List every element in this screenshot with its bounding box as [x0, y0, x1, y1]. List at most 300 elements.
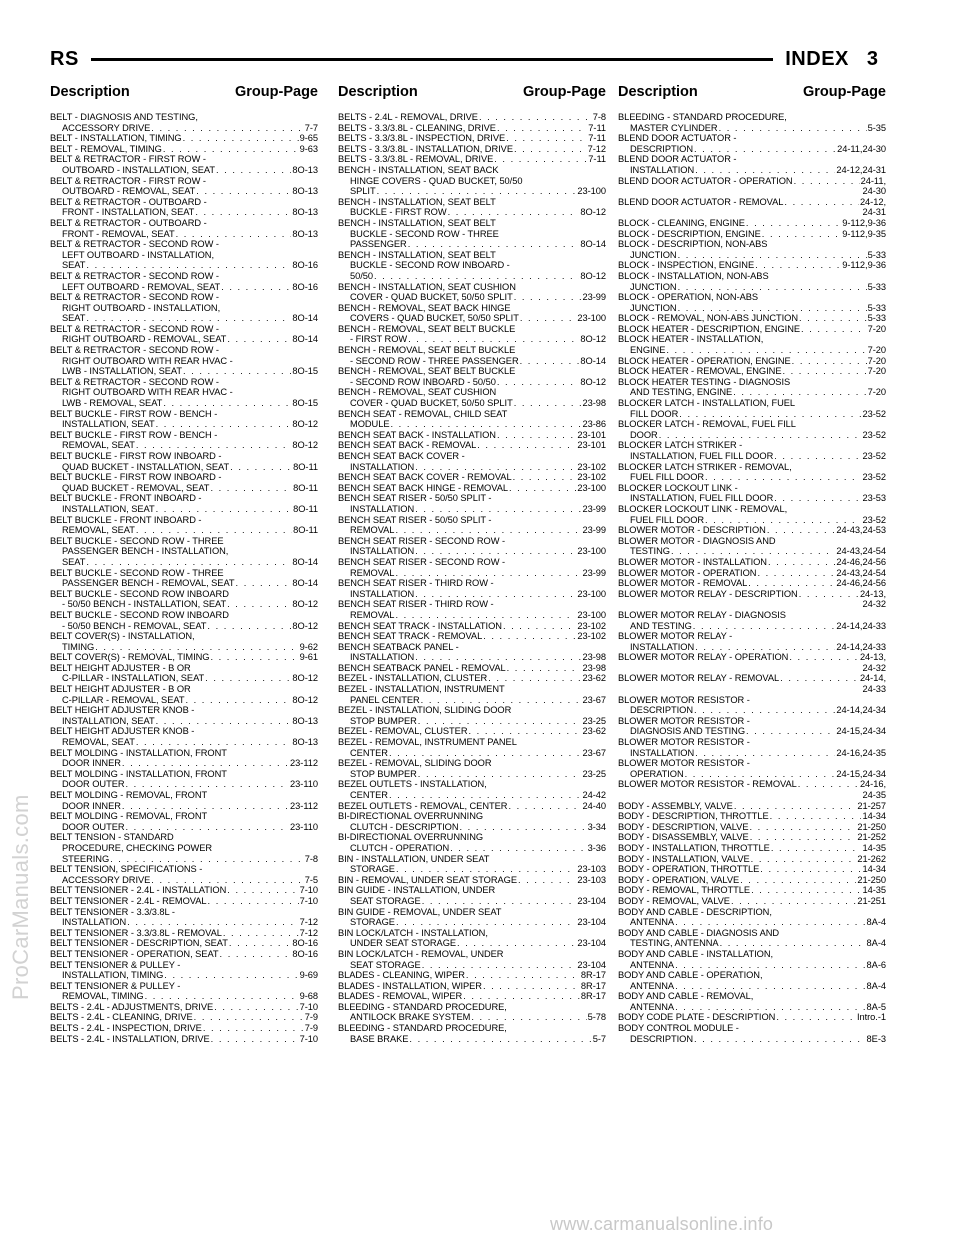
entry-continuation: [50, 250, 318, 261]
entry-text: BELT BUCKLE - SECOND ROW - THREE: [50, 567, 224, 578]
entry-line: [50, 1012, 318, 1023]
dot-leader: [156, 504, 292, 515]
dot-leader: [471, 1012, 586, 1023]
entry-text: BELT TENSIONER - 2.4L - INSTALLATION: [50, 885, 227, 896]
entry-line: [618, 631, 886, 642]
entry-text: MASTER CYLINDER: [630, 122, 718, 133]
entry-line: [618, 568, 886, 579]
entry-text: BENCH - REMOVAL, SEAT BELT BUCKLE: [338, 345, 516, 356]
dot-leader: [509, 483, 576, 494]
index-entry: [338, 197, 606, 218]
dot-leader: [395, 525, 581, 536]
dot-leader: [514, 144, 587, 155]
entry-continuation: [50, 801, 318, 812]
index-entry: [50, 536, 318, 568]
dot-leader: [415, 462, 576, 473]
entry-text: INSTALLATION: [350, 588, 415, 599]
index-entry: [50, 769, 318, 790]
entry-text: BLOCK HEATER - REMOVAL, ENGINE: [618, 366, 782, 377]
dot-leader: [518, 875, 576, 886]
index-entry: [338, 737, 606, 758]
index-entry: [50, 631, 318, 652]
index-entry: [618, 1012, 886, 1023]
entry-text: BENCH SEAT RISER - 50/50 SPLIT -: [338, 493, 492, 504]
index-entry: [618, 779, 886, 800]
group-page: 21-257: [857, 800, 886, 811]
entry-continuation: [50, 843, 318, 854]
group-page: 23-103: [577, 864, 606, 875]
entry-text: BLOCKER LATCH - REMOVAL, FUEL FILL: [618, 419, 796, 430]
entry-continuation: [50, 642, 318, 653]
entry-continuation: [338, 568, 606, 579]
entry-text: BENCH SEATBACK PANEL -: [338, 641, 459, 652]
dot-leader: [196, 186, 291, 197]
dot-leader: [389, 748, 582, 759]
index-entry: [618, 239, 886, 260]
entry-continuation: [618, 303, 886, 314]
group-page: 23-100: [577, 482, 606, 493]
entry-line: [618, 758, 886, 769]
index-entry: [338, 324, 606, 345]
group-page: 21-252: [857, 832, 886, 843]
entry-continuation: [618, 960, 886, 971]
group-page: 7-20: [867, 323, 886, 334]
index-entry: [338, 907, 606, 928]
entry-text: BELT TENSIONER - 2.4L - REMOVAL: [50, 895, 207, 906]
entry-line: [50, 154, 318, 165]
dot-leader: [666, 345, 866, 356]
group-page: 23-104: [577, 895, 606, 906]
dot-leader: [176, 229, 292, 240]
dot-leader: [396, 917, 576, 928]
index-entry: [618, 578, 886, 589]
group-page: 7-11: [588, 133, 606, 144]
index-entry: [50, 811, 318, 832]
entry-line: [338, 801, 606, 812]
entry-text: RIGHT OUTBOARD - INSTALLATION,: [62, 302, 221, 313]
dot-leader: [415, 589, 576, 600]
entry-text: RIGHT OUTBOARD WITH REAR HVAC -: [62, 355, 233, 366]
index-entry: [618, 970, 886, 991]
dot-leader: [86, 557, 291, 568]
index-entry: [50, 907, 318, 928]
index-entry: [50, 345, 318, 377]
entry-line: [338, 197, 606, 208]
entry-line: [50, 769, 318, 780]
group-page: 23-100: [577, 609, 606, 620]
entry-line: [618, 673, 886, 684]
entry-text: BELTS - 3.3/3.8L - REMOVAL, DRIVE: [338, 154, 494, 165]
entry-line: [50, 1023, 318, 1034]
entry-line: [50, 896, 318, 907]
entry-continuation: [50, 440, 318, 451]
dot-leader: [229, 938, 292, 949]
entry-line: [618, 843, 886, 854]
entry-continuation: [618, 599, 886, 610]
entry-text: BIN LOCK/LATCH - INSTALLATION,: [338, 927, 488, 938]
index-entry: [338, 928, 606, 949]
index-entry: [338, 811, 606, 832]
entry-text: FUEL FILL DOOR: [630, 472, 705, 483]
index-entry: [618, 896, 886, 907]
entry-text: BELTS - 2.4L - REMOVAL, DRIVE: [338, 112, 478, 122]
index-entry: [338, 578, 606, 599]
group-page: 23-52: [862, 429, 886, 440]
index-columns: [0, 112, 960, 1232]
group-page: 8O-12: [292, 620, 318, 631]
group-page: 8O-13: [292, 228, 318, 239]
group-page: 8O-13: [292, 207, 318, 218]
dot-leader: [463, 991, 580, 1002]
entry-text: INSTALLATION: [62, 917, 127, 928]
entry-text: BELT TENSIONER - OPERATION, SEAT: [50, 948, 219, 959]
entry-line: [50, 748, 318, 759]
entry-line: [618, 504, 886, 515]
dot-leader: [185, 695, 291, 706]
dot-leader: [748, 578, 835, 589]
dot-leader: [675, 960, 865, 971]
entry-text: BLOCKER LATCH - INSTALLATION, FUEL: [618, 398, 796, 409]
index-entry: [338, 673, 606, 684]
entry-continuation: [618, 981, 886, 992]
index-entry: [50, 726, 318, 747]
entry-text: SEAT: [62, 313, 86, 324]
dot-leader: [799, 313, 867, 324]
dot-leader: [227, 334, 291, 345]
entry-text: BELT MOLDING - REMOVAL, FRONT: [50, 811, 208, 822]
entry-line: [50, 218, 318, 229]
entry-line: [338, 451, 606, 462]
dot-leader: [208, 896, 299, 907]
entry-text: COVER - QUAD BUCKET, 50/50 SPLIT: [350, 292, 513, 303]
entry-text: BENCH SEAT BACK - REMOVAL: [338, 440, 477, 451]
entry-line: [338, 366, 606, 377]
dot-leader: [671, 546, 835, 557]
entry-text: FRONT - REMOVAL, SEAT: [62, 228, 175, 239]
entry-text: CENTER: [350, 747, 388, 758]
group-page: 5-33: [867, 281, 886, 292]
group-page: 23-100: [577, 313, 606, 324]
entry-continuation: [50, 186, 318, 197]
entry-text: BODY - REMOVAL, VALVE: [618, 895, 730, 906]
entry-text: BENCH SEAT TRACK - INSTALLATION: [338, 620, 502, 631]
entry-text: COVER - QUAD BUCKET, 50/50 SPLIT: [350, 398, 513, 409]
dot-leader: [678, 282, 867, 293]
dot-leader: [460, 822, 587, 833]
entry-text: INSTALLATION, FUEL FILL DOOR: [630, 451, 774, 461]
entry-line: [618, 801, 886, 812]
entry-text: BEZEL - REMOVAL, CLUSTER: [338, 726, 468, 737]
entry-continuation: [50, 875, 318, 886]
entry-text: BENCH SEAT BACK - INSTALLATION: [338, 429, 496, 440]
entry-continuation: [618, 250, 886, 261]
entry-line: [50, 832, 318, 843]
column-heading-3: [618, 84, 886, 100]
entry-text: BLEND DOOR ACTUATOR - REMOVAL: [618, 196, 784, 207]
group-page: 8E-3: [866, 1033, 886, 1044]
entry-text: BELT & RETRACTOR - SECOND ROW -: [50, 376, 219, 387]
index-entry: [618, 525, 886, 536]
index-entry: [338, 515, 606, 536]
dot-leader: [151, 123, 303, 134]
entry-text: BENCH SEAT TRACK - REMOVAL: [338, 631, 483, 642]
entry-line: [50, 726, 318, 737]
entry-line: [618, 197, 886, 208]
entry-line: [50, 790, 318, 801]
index-entry: [338, 779, 606, 800]
group-page: 23-99: [582, 567, 606, 578]
heading-description: Description: [338, 84, 418, 100]
group-page: 24-12,: [859, 196, 886, 207]
entry-line: [338, 409, 606, 420]
entry-line: [618, 239, 886, 250]
entry-line: [338, 1023, 606, 1034]
entry-line: [50, 938, 318, 949]
index-entry: [618, 218, 886, 229]
entry-text: INSTALLATION, SEAT: [62, 503, 155, 514]
index-entry: [338, 366, 606, 387]
group-page: 23-102: [577, 461, 606, 472]
entry-continuation: [618, 123, 886, 134]
index-entry: [338, 599, 606, 620]
entry-text: BELT & RETRACTOR - SECOND ROW -: [50, 345, 219, 356]
group-page: 23-101: [577, 440, 606, 451]
entry-line: [618, 652, 886, 663]
entry-text: HINGE COVERS - QUAD BUCKET, 50/50: [350, 175, 523, 186]
entry-continuation: [338, 652, 606, 663]
group-page: 8O-12: [580, 207, 606, 218]
dot-leader: [801, 324, 867, 335]
entry-line: [338, 557, 606, 568]
entry-text: BLOCK - INSPECTION, ENGINE: [618, 260, 755, 271]
entry-text: ACCESSORY DRIVE: [62, 122, 151, 133]
group-page: 23-104: [577, 938, 606, 949]
entry-line: [618, 324, 886, 335]
entry-text: BENCH - INSTALLATION, SEAT CUSHION: [338, 281, 516, 292]
dot-leader: [720, 938, 866, 949]
dot-leader: [694, 1034, 866, 1045]
entry-text: BELT BUCKLE - FIRST ROW INBOARD -: [50, 472, 222, 483]
dot-leader: [122, 801, 289, 812]
entry-text: SEAT STORAGE: [350, 895, 421, 906]
entry-line: [618, 854, 886, 865]
index-entry: [50, 451, 318, 472]
group-page: 7-20: [867, 345, 886, 356]
entry-text: DESCRIPTION: [630, 143, 693, 154]
entry-text: BENCH SEAT RISER - 50/50 SPLIT -: [338, 514, 492, 525]
index-entry: [618, 949, 886, 970]
entry-line: [618, 885, 886, 896]
entry-line: [618, 292, 886, 303]
dot-leader: [733, 387, 866, 398]
index-entry: [50, 832, 318, 864]
entry-line: [50, 451, 318, 462]
index-entry: [338, 165, 606, 197]
entry-text: ANTILOCK BRAKE SYSTEM: [350, 1012, 471, 1023]
dot-leader: [448, 207, 580, 218]
index-entry: [338, 451, 606, 472]
dot-leader: [695, 748, 835, 759]
entry-line: [338, 684, 606, 695]
dot-leader: [770, 811, 862, 822]
group-page-continued: 24-32: [862, 662, 886, 673]
entry-continuation: [618, 938, 886, 949]
entry-continuation: [50, 483, 318, 494]
entry-continuation: [50, 917, 318, 928]
dot-leader: [497, 377, 580, 388]
dot-leader: [513, 472, 577, 483]
entry-text: BENCH SEAT RISER - THIRD ROW -: [338, 578, 494, 589]
entry-text: FILL DOOR: [630, 408, 679, 419]
entry-text: BLOCK - OPERATION, NON-ABS: [618, 292, 759, 303]
dot-leader: [675, 1002, 865, 1013]
dot-leader: [86, 313, 291, 324]
entry-text: BLOCK HEATER - DESCRIPTION, ENGINE: [618, 323, 801, 334]
dot-leader: [126, 822, 290, 833]
index-entry: [50, 409, 318, 430]
entry-text: BELT MOLDING - REMOVAL, FRONT: [50, 790, 208, 800]
group-page: 23-103: [577, 874, 606, 885]
entry-text: BLADES - INSTALLATION, WIPER: [338, 980, 482, 991]
entry-text: DOOR: [630, 429, 658, 440]
dot-leader: [780, 673, 859, 684]
index-entry: [50, 430, 318, 451]
dot-leader: [503, 621, 576, 632]
entry-text: - 50/50 BENCH - REMOVAL, SEAT: [62, 620, 207, 631]
heading-group-page: Group-Page: [235, 84, 318, 100]
entry-text: BLOWER MOTOR - REMOVAL: [618, 578, 748, 589]
index-entry: [618, 154, 886, 175]
entry-line: [338, 303, 606, 314]
entry-line: [618, 462, 886, 473]
entry-text: BLOWER MOTOR RESISTOR -: [618, 758, 750, 769]
entry-text: BELT TENSIONER - DESCRIPTION, SEAT: [50, 938, 228, 949]
entry-continuation: [618, 207, 886, 218]
index-entry: [618, 440, 886, 461]
dot-leader: [110, 854, 304, 865]
index-entry: [50, 112, 318, 133]
entry-line: [618, 1012, 886, 1023]
index-entry: [618, 557, 886, 568]
heading-description: Description: [50, 84, 130, 100]
index-entry: [338, 472, 606, 483]
index-entry: [338, 440, 606, 451]
index-entry: [50, 1002, 318, 1013]
group-page: 9-68: [299, 991, 318, 1002]
dot-leader: [695, 642, 835, 653]
entry-continuation: [338, 504, 606, 515]
group-page: 23-104: [577, 917, 606, 928]
entry-text: OUTBOARD - REMOVAL, SEAT: [62, 186, 196, 197]
index-entry: [338, 1023, 606, 1044]
index-entry: [618, 229, 886, 240]
group-page-continued: 24-31: [862, 207, 886, 218]
entry-line: [618, 578, 886, 589]
entry-continuation: [338, 1012, 606, 1023]
entry-text: INSTALLATION, FUEL FILL DOOR: [630, 493, 774, 504]
dot-leader: [466, 970, 580, 981]
dot-leader: [227, 885, 298, 896]
entry-continuation: [338, 790, 606, 801]
index-entry: [618, 504, 886, 525]
entry-line: [618, 229, 886, 240]
entry-text: AND TESTING: [630, 620, 692, 631]
entry-line: [338, 515, 606, 526]
entry-line: [618, 991, 886, 1002]
entry-continuation: [338, 716, 606, 727]
dot-leader: [506, 133, 587, 144]
entry-text: BIN GUIDE - REMOVAL, UNDER SEAT: [338, 906, 502, 917]
entry-line: [338, 663, 606, 674]
entry-line: [338, 779, 606, 790]
entry-continuation: [50, 419, 318, 430]
group-page: 8O-12: [580, 334, 606, 345]
entry-line: [50, 493, 318, 504]
entry-continuation: [50, 165, 318, 176]
entry-text: JUNCTION: [630, 302, 677, 313]
dot-leader: [395, 610, 576, 621]
entry-continuation: [50, 970, 318, 981]
entry-text: BODY - DISASSEMBLY, VALVE: [618, 832, 749, 843]
dot-leader: [784, 197, 859, 208]
dot-leader: [220, 949, 292, 960]
entry-text: BLOWER MOTOR RELAY - REMOVAL: [618, 673, 780, 684]
dot-leader: [415, 504, 581, 515]
index-entry: [50, 748, 318, 769]
group-page: 23-52: [862, 472, 886, 483]
entry-text: SEAT STORAGE: [350, 959, 421, 970]
index-entry: [50, 928, 318, 939]
group-page-continued: 24-32: [862, 599, 886, 610]
entry-continuation: [338, 938, 606, 949]
index-entry: [50, 197, 318, 218]
entry-line: [338, 885, 606, 896]
index-entry: [50, 1023, 318, 1034]
entry-continuation: [50, 546, 318, 557]
group-page: 23-110: [290, 779, 318, 790]
entry-line: [618, 589, 886, 600]
entry-line: [618, 176, 886, 187]
dot-leader: [95, 642, 298, 653]
entry-line: [338, 154, 606, 165]
entry-line: [50, 568, 318, 579]
entry-line: [618, 377, 886, 388]
entry-line: [618, 928, 886, 939]
entry-text: BODY - OPERATION, THROTTLE: [618, 864, 760, 875]
entry-continuation: [50, 260, 318, 271]
dot-leader: [705, 472, 861, 483]
dot-leader: [163, 144, 299, 155]
entry-text: LEFT OUTBOARD - REMOVAL, SEAT: [62, 281, 221, 292]
entry-continuation: [338, 186, 606, 197]
entry-text: BLOCK HEATER - INSTALLATION,: [618, 334, 764, 345]
group-page: 23-102: [577, 631, 606, 642]
entry-text: BELT & RETRACTOR - FIRST ROW -: [50, 175, 206, 186]
entry-text: BELTS - 3.3/3.8L - INSTALLATION, DRIVE: [338, 143, 513, 154]
entry-continuation: [618, 642, 886, 653]
index-entry: [50, 652, 318, 663]
dot-leader: [755, 260, 841, 271]
group-page: 14-35: [862, 842, 886, 853]
entry-line: [338, 981, 606, 992]
index-entry: [338, 557, 606, 578]
index-entry: [50, 472, 318, 493]
group-page: 23-86: [582, 419, 606, 430]
entry-text: INSTALLATION: [350, 461, 415, 472]
group-page: 5-33: [867, 302, 886, 313]
entry-continuation: [618, 726, 886, 737]
entry-text: BELT BUCKLE - SECOND ROW INBOARD: [50, 588, 229, 599]
